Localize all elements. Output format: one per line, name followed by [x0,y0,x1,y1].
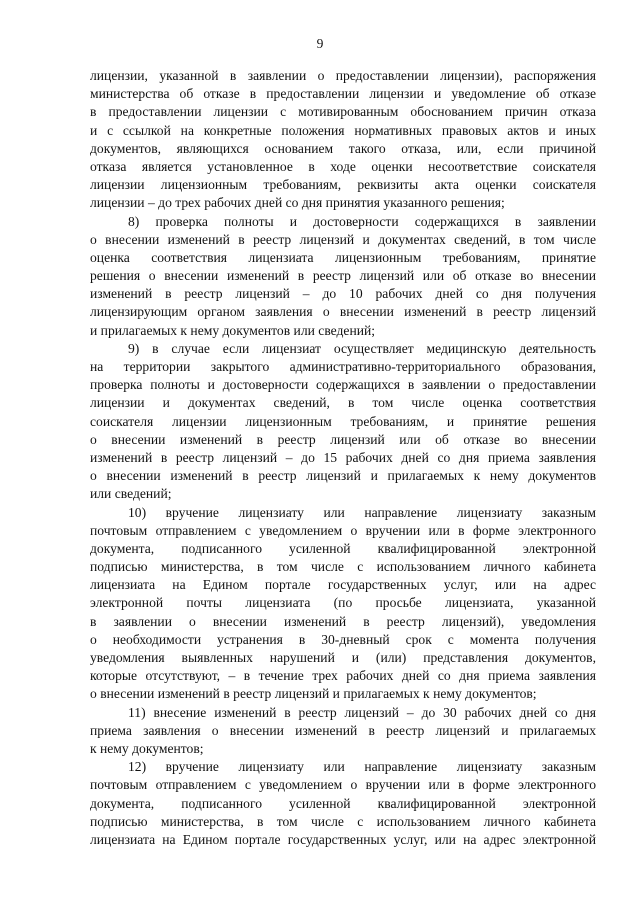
text-line: электронной почты лицензиата (по просьбе лицензиата, указанной [90,595,596,611]
text-line: лицензии – до трех рабочих дней со дня принятия указанного решения; [90,195,505,211]
text-line: 10) вручение лицензиату или направление лицензиату заказным [128,504,596,520]
text-line: решения о внесении изменений в реестр лицензий или об отказе во внесении [90,268,596,284]
text-line: о внесении изменений в реестр лицензий и документах сведений, в том числе [90,231,596,247]
text-line: лицензии, указанной в заявлении о предоставлении лицензии), распоряжения [90,68,596,83]
text-line: 11) внесение изменений в реестр лицензий – до 30 рабочих дней со дня [128,704,596,720]
text-line: почтовым отправлением с уведомлением о вручении или в форме электронного [90,777,596,793]
text-line: почтовым отправлением с уведомлением о вручении или в форме электронного [90,522,596,538]
text-line: уведомления выявленных нарушений и (или) представления документов, [90,650,596,665]
text-line: министерства об отказе в предоставлении лицензии и уведомление об отказе [90,86,596,102]
text-line: соискателя лицензии лицензионным требованиям, и принятие решения [90,413,596,429]
text-line: о внесении изменений в реестр лицензий или об отказе во внесении [90,431,596,447]
page-number: 9 [316,36,324,51]
text-line: и с ссылкой на конкретные положения нормативных правовых актов и иных [90,122,596,138]
text-line: приема заявления о внесении изменений в реестр лицензий и прилагаемых [90,722,596,738]
text-line: отказа является установленное в ходе оценки несоответствие соискателя [90,158,596,174]
text-line: о внесении изменений в реестр лицензий и прилагаемых к нему документов; [90,686,537,702]
text-line: к нему документов; [90,740,204,756]
text-line: 8) проверка полноты и достоверности содержащихся в заявлении [128,213,596,229]
text-line: в предоставлении лицензии с мотивированным обоснованием причин отказа [90,104,596,120]
text-line: лицензиата на Едином портале государственных услуг, или на адрес [90,577,596,593]
text-line: и прилагаемых к нему документов или сведений; [90,322,376,338]
text-line: изменений в реестр лицензий – до 10 рабочих дней со дня получения [90,286,596,302]
text-line: оценка соответствия лицензиата лицензионным требованиям, принятие [90,249,596,265]
text-line: о необходимости устранения в 30-дневный срок с момента получения [90,631,596,647]
text-line: лицензии и документах сведений, в том числе оценка соответствия [90,395,596,411]
body-text [90,67,596,849]
text-line: документа, подписанного усиленной квалифицированной электронной [90,540,596,556]
text-line: лицензиата на Едином портале государственных услуг, или на адрес электронной [90,831,596,847]
text-line: которые отсутствуют, – в течение трех рабочих дней со дня приема заявления [90,668,596,684]
text-line: или сведений; [90,486,172,502]
text-line: лицензирующим органом заявления о внесении изменений в реестр лицензий [90,304,596,320]
text-line: документа, подписанного усиленной квалифицированной электронной [90,795,596,811]
text-line: подписью министерства, в том числе с использованием личного кабинета [90,813,596,829]
text-line: подписью министерства, в том числе с использованием личного кабинета [90,559,596,575]
text-line: 9) в случае если лицензиат осуществляет медицинскую деятельность [128,340,596,356]
text-line: на территории закрытого административно-территориального образования, [90,359,596,374]
text-line: 12) вручение лицензиату или направление лицензиату заказным [128,759,596,775]
text-line: в заявлении о внесении изменений в реестр лицензий), уведомления [90,613,596,629]
text-line: документов, являющихся основанием такого отказа, или, если причиной [90,140,596,156]
text-line: изменений в реестр лицензий – до 15 рабочих дней со дня приема заявления [90,449,596,465]
text-line: о внесении изменений в реестр лицензий и прилагаемых к нему документов [90,468,596,484]
text-line: проверка полноты и достоверности содержащихся в заявлении о предоставлении [90,377,596,393]
text-line: лицензии лицензионным требованиям, реквизиты акта оценки соискателя [90,177,596,193]
